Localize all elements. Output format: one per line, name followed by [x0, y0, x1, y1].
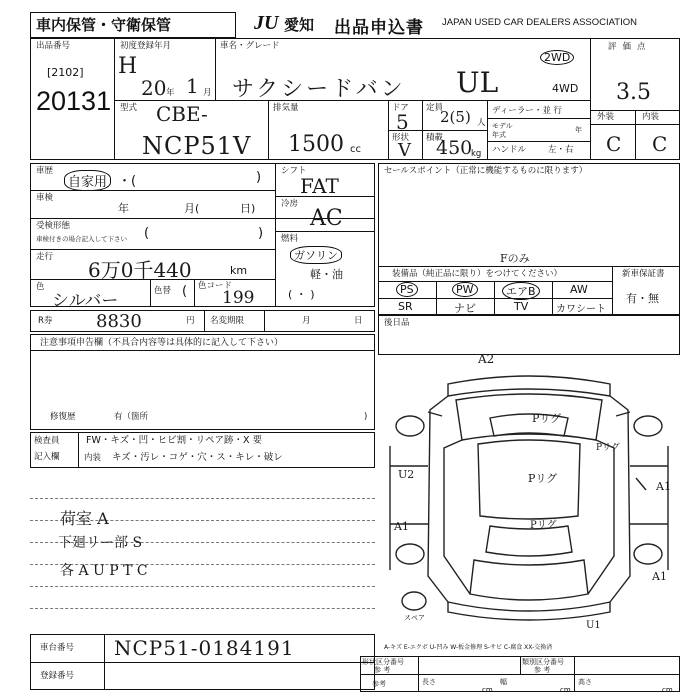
lot-label: 出品番号: [36, 41, 71, 51]
car-name-label: 車名・グレード: [220, 41, 280, 51]
height-unit: cm: [662, 686, 673, 694]
capacity-label: 定員: [426, 103, 444, 113]
spare-label: スペア: [404, 614, 425, 622]
diagram-mark-a2: A2: [478, 352, 495, 366]
handwritten-note-3: 各 A U P T C: [60, 563, 148, 579]
form-title: 出品申込書: [334, 18, 424, 38]
history-value[interactable]: 自家用: [64, 170, 111, 191]
chassis-value: NCP51-0184191: [114, 636, 295, 660]
diagram-mark-u2: U2: [398, 468, 415, 481]
equipment-label: 装備品（純正品に限り）をつけてください）: [392, 269, 563, 279]
doors-label: ドア: [392, 103, 409, 113]
warranty-label: 新車保証書: [622, 269, 665, 279]
recycle-value: 8830: [96, 311, 142, 332]
class-code-ref: 参 考: [534, 666, 551, 674]
name-change-day: 日: [354, 316, 363, 326]
color-code-label: 色コード: [198, 281, 233, 291]
import-model-label: モデル: [492, 122, 513, 130]
score-exterior-label: 外装: [597, 112, 615, 122]
first-registration-month: 1: [186, 74, 199, 98]
width-unit: cm: [560, 686, 571, 694]
doors-value: 5: [396, 110, 409, 134]
displacement-value: 1500: [288, 132, 344, 157]
aircon-value: AC: [310, 206, 343, 231]
rear-docs-label: 後日品: [384, 318, 410, 328]
shape-label: 形状: [392, 133, 410, 143]
certificate-label: 受検形態: [36, 221, 71, 231]
lot-sub-number: [2102]: [47, 66, 84, 79]
import-model-unit: 年: [575, 126, 582, 134]
association-name: JAPAN USED CAR DEALERS ASSOCIATION: [442, 17, 637, 28]
car-grade-value: UL: [456, 66, 499, 99]
drive-4wd-option[interactable]: 4WD: [552, 82, 579, 95]
width-column: 幅: [500, 678, 507, 686]
equipment-aw[interactable]: AW: [570, 283, 588, 296]
diagram-mark-rear: Pリグ: [530, 520, 557, 531]
repair-value: 有（箇所: [114, 412, 149, 422]
equipment-tv[interactable]: TV: [514, 300, 529, 313]
history-suffix: ・(: [118, 174, 137, 189]
rear-docs-box: [378, 315, 680, 355]
import-year-label: 年式: [492, 131, 506, 139]
inspector-label-2: 記入欄: [34, 452, 60, 462]
car-diagram: [378, 356, 680, 632]
first-registration-label: 初度登録年月: [120, 41, 172, 51]
load-label: 積載: [426, 133, 444, 143]
fuel-label: 燃料: [281, 234, 299, 244]
warranty-options[interactable]: 有・無: [626, 292, 659, 305]
capacity-value: 2(5): [440, 108, 471, 126]
name-change-month: 月: [302, 316, 311, 326]
registration-label: 登録番号: [40, 671, 75, 681]
length-column: 長さ: [422, 678, 436, 686]
equipment-ps[interactable]: PS: [396, 282, 418, 297]
dealer-label: ディーラー・並 行: [492, 106, 563, 116]
first-registration-era: H: [118, 54, 138, 79]
height-column: 高さ: [578, 678, 592, 686]
load-value: 450: [436, 137, 473, 159]
handwritten-note-1: 荷室 A: [60, 509, 109, 528]
mileage-value: 6万0千440: [88, 258, 192, 282]
car-name-value: サクシードバン: [232, 77, 406, 102]
shape-code-label: 形状区分番号: [362, 658, 404, 666]
score-exterior: C: [606, 132, 622, 156]
diagram-mark-a1-left: A1: [394, 520, 409, 533]
logo-mark: JU: [254, 12, 279, 34]
repair-close: ): [364, 412, 368, 422]
diagram-mark-u1: U1: [586, 620, 601, 631]
score-value: 3.5: [616, 80, 651, 105]
color-label: 色: [36, 282, 45, 292]
color-change-label: 色替: [154, 286, 172, 296]
lot-number: 20131: [36, 86, 112, 116]
equipment-pw[interactable]: PW: [452, 282, 478, 297]
diagram-mark-hood: Pリグ: [532, 412, 562, 425]
inspection-day-unit: 日): [240, 202, 256, 215]
color-change-paren: (: [182, 284, 188, 299]
first-registration-year: 20: [141, 76, 167, 100]
chassis-label: 車台番号: [40, 643, 75, 653]
handwritten-note-2: 下廻リー部 S: [58, 535, 143, 551]
mileage-unit: km: [230, 264, 248, 277]
mileage-label: 走行: [36, 252, 54, 262]
shape-code-ref: 参 考: [374, 666, 391, 674]
capacity-unit: 人: [477, 118, 486, 128]
year-unit: 年: [166, 88, 175, 98]
shift-label: シフト: [281, 166, 307, 176]
recycle-row: [30, 310, 375, 332]
handle-label: ハンドル: [492, 145, 527, 155]
shape-value: V: [398, 140, 411, 161]
sales-point-label: セールスポイント（正常に機能するものに限ります）: [384, 166, 588, 176]
displacement-label: 排気量: [273, 103, 299, 113]
inspection-month-unit: 月(: [184, 202, 200, 215]
model-prefix: CBE-: [156, 102, 208, 126]
inspector-interior-label: 内装: [84, 453, 102, 463]
equipment-navi[interactable]: ナビ: [454, 302, 476, 315]
length-unit: cm: [482, 686, 493, 694]
model-code: NCP51V: [142, 132, 252, 160]
inspection-year-unit: 年: [118, 202, 129, 215]
certificate-note: 車検付きの場合記入して下さい: [36, 235, 127, 243]
inspector-label-1: 検査員: [34, 436, 60, 446]
score-interior-label: 内装: [642, 112, 660, 122]
score-interior: C: [652, 132, 668, 156]
length-label: 参考: [372, 680, 386, 688]
displacement-unit: cc: [350, 144, 361, 155]
logo-region: 愛知: [284, 16, 315, 34]
class-code-label: 類別区分番号: [522, 658, 564, 666]
drive-2wd-option[interactable]: 2WD: [540, 50, 574, 65]
certificate-paren-open: (: [144, 226, 150, 241]
diagram-mark-roof: Pリグ: [528, 472, 558, 485]
aircon-label: 冷房: [281, 199, 299, 209]
damage-legend: A-キズ E-エクボ U-凹み W-板金修理 S-サビ C-腐食 XX-交換済: [384, 644, 553, 651]
diagram-mark-a1-right: A1: [656, 480, 671, 493]
history-close: ): [256, 170, 262, 185]
equipment-handwritten-note: Fのみ: [500, 252, 530, 265]
shift-value: FAT: [300, 174, 339, 198]
fuel-paren: ( ・ ): [288, 288, 315, 301]
load-unit: kg: [471, 149, 482, 159]
equipment-sr[interactable]: SR: [398, 300, 413, 313]
diagram-mark-a1-corner: A1: [652, 570, 667, 583]
storage-label: 車内保管・守衛保管: [36, 16, 172, 34]
notes-box: [30, 334, 375, 430]
month-unit: 月: [203, 88, 212, 98]
history-label: 車歴: [36, 166, 54, 176]
certificate-paren-close: ): [258, 226, 264, 241]
fuel-diesel-option[interactable]: 軽・油: [310, 268, 343, 281]
inspector-exterior-row: FW・キズ・凹・ヒビ割・リペア跡・X 要: [86, 435, 263, 446]
name-change-label: 名変期限: [210, 316, 245, 326]
handle-options[interactable]: 左・右: [548, 145, 574, 155]
notes-label: 注意事項申告欄（不具合内容等は具体的に記入して下さい）: [40, 338, 284, 348]
equipment-airbag[interactable]: エアB: [502, 282, 540, 300]
inspection-label: 車検: [36, 193, 54, 203]
model-label: 型式: [120, 103, 138, 113]
color-value: シルバー: [52, 291, 119, 311]
recycle-label: R券: [38, 316, 53, 326]
score-label: 評価点: [608, 42, 652, 52]
diagram-mark-back: Pリグ: [596, 443, 620, 453]
equipment-leather-seat[interactable]: カワシート: [556, 304, 606, 315]
inspector-interior-row: キズ・汚レ・コゲ・穴・ス・キレ・破レ: [112, 452, 283, 463]
color-code-value: 199: [222, 288, 255, 308]
fuel-gasoline-option[interactable]: ガソリン: [290, 246, 342, 264]
recycle-unit: 円: [186, 316, 195, 326]
repair-label: 修復歴: [50, 412, 76, 422]
